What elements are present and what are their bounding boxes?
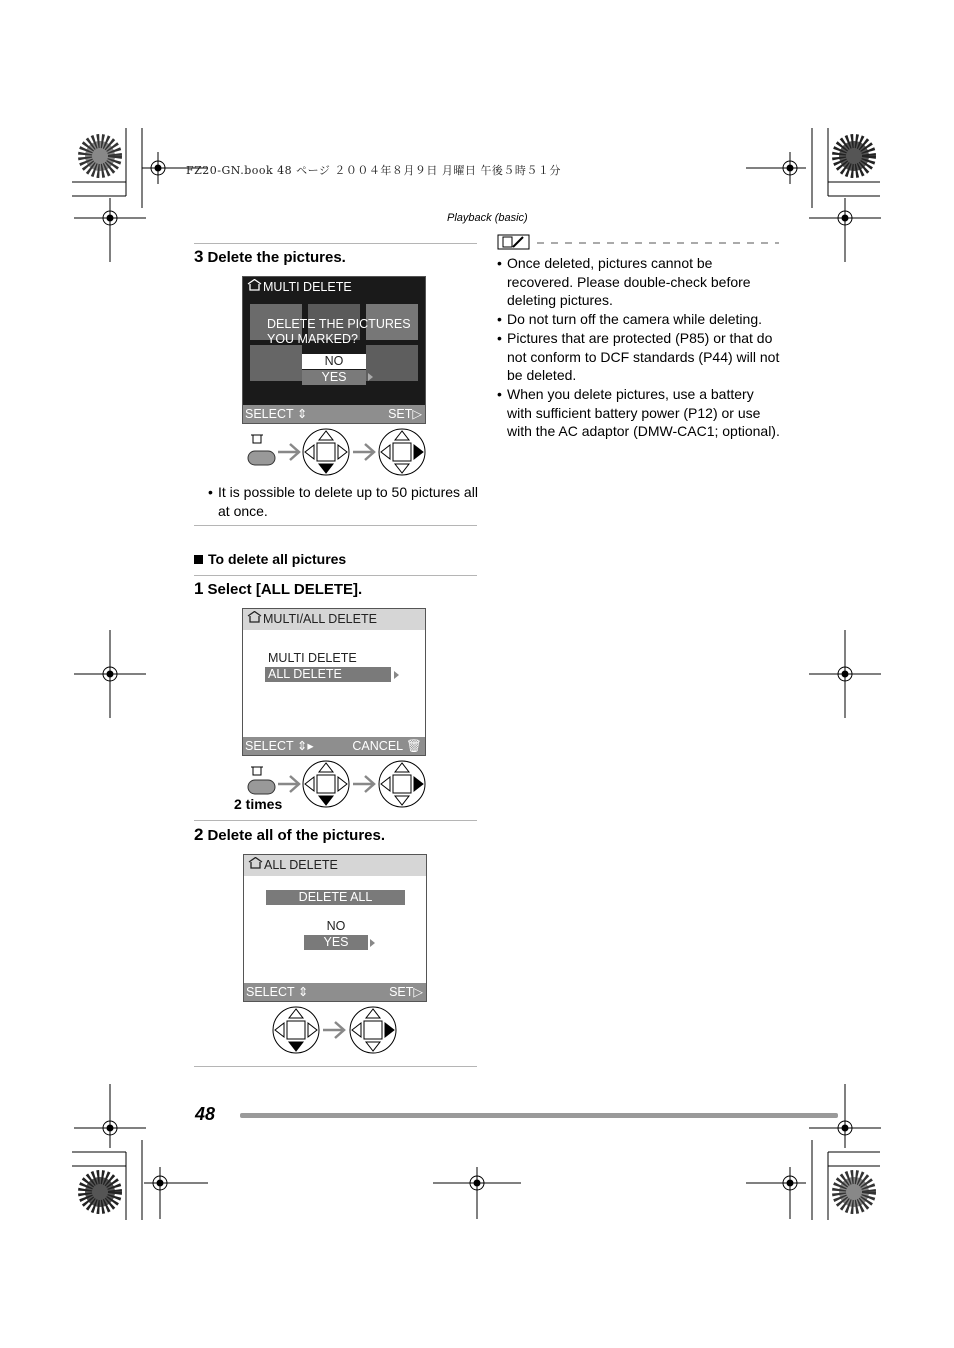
note-item: • Do not turn off the camera while deleting. bbox=[497, 310, 781, 329]
screen-title-bar bbox=[244, 855, 426, 876]
note-icon bbox=[498, 235, 529, 249]
pointer-icon bbox=[370, 939, 375, 947]
step-3-heading bbox=[194, 247, 346, 267]
dpad-icon bbox=[303, 429, 349, 475]
right-icon: ▷ bbox=[412, 407, 422, 421]
menu-icon bbox=[247, 609, 263, 630]
step-1-heading bbox=[194, 579, 362, 599]
thumbnail bbox=[366, 345, 418, 381]
dpad-icon bbox=[379, 761, 425, 807]
delete-all-question: DELETE ALL PICTURES? bbox=[266, 890, 405, 905]
screen-footer bbox=[243, 737, 425, 755]
camera-screen-multi-all-delete bbox=[242, 608, 426, 756]
trash-icon bbox=[251, 435, 263, 443]
print-header: FZ20-GN.book 48 ページ ２００４年８月９日 月曜日 午後５時５１分 bbox=[186, 164, 561, 177]
step-number: 3 bbox=[194, 247, 204, 266]
step-title: Select [ALL DELETE]. bbox=[207, 581, 363, 598]
divider bbox=[194, 575, 477, 576]
set-label: SET bbox=[389, 985, 414, 999]
up-down-icon: ⇕ bbox=[293, 407, 308, 421]
cancel-label: CANCEL bbox=[352, 739, 403, 753]
dpad-icon bbox=[273, 1007, 319, 1053]
option-no[interactable]: NO bbox=[304, 919, 368, 934]
menu-icon bbox=[247, 277, 263, 298]
arrow-right-icon bbox=[278, 444, 299, 460]
step-title: Delete all of the pictures. bbox=[207, 827, 386, 844]
set-label: SET bbox=[388, 407, 413, 421]
screen-title: ALL DELETE bbox=[264, 858, 338, 872]
footer-bar bbox=[240, 1113, 838, 1118]
screen-title: MULTI/ALL DELETE bbox=[263, 612, 377, 626]
option-yes[interactable]: YES bbox=[304, 935, 368, 950]
arrow-right-icon bbox=[353, 776, 374, 792]
note-item: • Pictures that are protected (P85) or that do not conform to DCF standards (P44) will not be deleted. bbox=[497, 329, 781, 385]
note-item: • When you delete pictures, use a battery with sufficient battery power (P12) or use with the AC adaptor (DMW-CAC1; optional). bbox=[497, 385, 781, 441]
notes-list bbox=[497, 254, 781, 441]
screen-title-bar bbox=[243, 609, 425, 630]
menu-item-multi-delete[interactable]: MULTI DELETE bbox=[265, 651, 394, 666]
menu-icon bbox=[248, 855, 264, 876]
note-header bbox=[497, 233, 781, 251]
page-number: 48 bbox=[195, 1104, 216, 1124]
arrow-right-icon bbox=[323, 1022, 344, 1038]
up-down-icon: ⇕ bbox=[294, 985, 309, 999]
trash-button bbox=[248, 780, 275, 794]
screen-footer bbox=[243, 405, 425, 423]
trash-icon bbox=[251, 767, 263, 775]
button-sequence bbox=[244, 426, 430, 478]
dpad-icon bbox=[379, 429, 425, 475]
up-down-right-icon: ⇕▸ bbox=[293, 739, 314, 753]
divider bbox=[194, 1066, 477, 1067]
arrow-right-icon bbox=[278, 776, 299, 792]
dpad-icon bbox=[350, 1007, 396, 1053]
step-number: 2 bbox=[194, 825, 204, 844]
camera-screen-multi-delete bbox=[242, 276, 426, 424]
note-50-pictures: • It is possible to delete up to 50 pictures all at once. bbox=[208, 483, 488, 520]
delete-question: DELETE THE PICTURES YOU MARKED? bbox=[267, 317, 411, 346]
select-label: SELECT bbox=[246, 985, 295, 999]
thumbnail bbox=[250, 345, 302, 381]
trash-icon: 🗑 bbox=[402, 739, 422, 753]
divider bbox=[194, 820, 477, 821]
square-bullet-icon bbox=[194, 555, 203, 564]
screen-footer bbox=[244, 983, 426, 1001]
pointer-icon bbox=[394, 671, 399, 679]
camera-screen-all-delete bbox=[243, 854, 427, 1002]
step-title: Delete the pictures. bbox=[207, 249, 346, 266]
step-number: 1 bbox=[194, 579, 204, 598]
step-2-heading bbox=[194, 825, 385, 845]
times-label: 2 times bbox=[234, 796, 283, 812]
note-item: • Once deleted, pictures cannot be recovered. Please double-check before deleting pictures. bbox=[497, 254, 781, 310]
divider bbox=[194, 525, 477, 526]
option-no[interactable]: NO bbox=[302, 354, 366, 369]
section-label: Playback (basic) bbox=[447, 212, 528, 224]
menu-item-all-delete[interactable]: ALL DELETE bbox=[265, 667, 391, 682]
button-sequence bbox=[270, 1004, 402, 1058]
subheading: To delete all pictures bbox=[194, 551, 346, 567]
screen-title: MULTI DELETE bbox=[263, 280, 352, 294]
screen-title-bar bbox=[243, 277, 425, 298]
trash-button bbox=[248, 451, 275, 465]
option-yes[interactable]: YES bbox=[302, 370, 366, 385]
pointer-icon bbox=[368, 373, 373, 381]
select-label: SELECT bbox=[245, 407, 294, 421]
right-icon: ▷ bbox=[413, 985, 423, 999]
arrow-right-icon bbox=[353, 444, 374, 460]
dpad-icon bbox=[303, 761, 349, 807]
divider bbox=[194, 243, 477, 244]
select-label: SELECT bbox=[245, 739, 294, 753]
